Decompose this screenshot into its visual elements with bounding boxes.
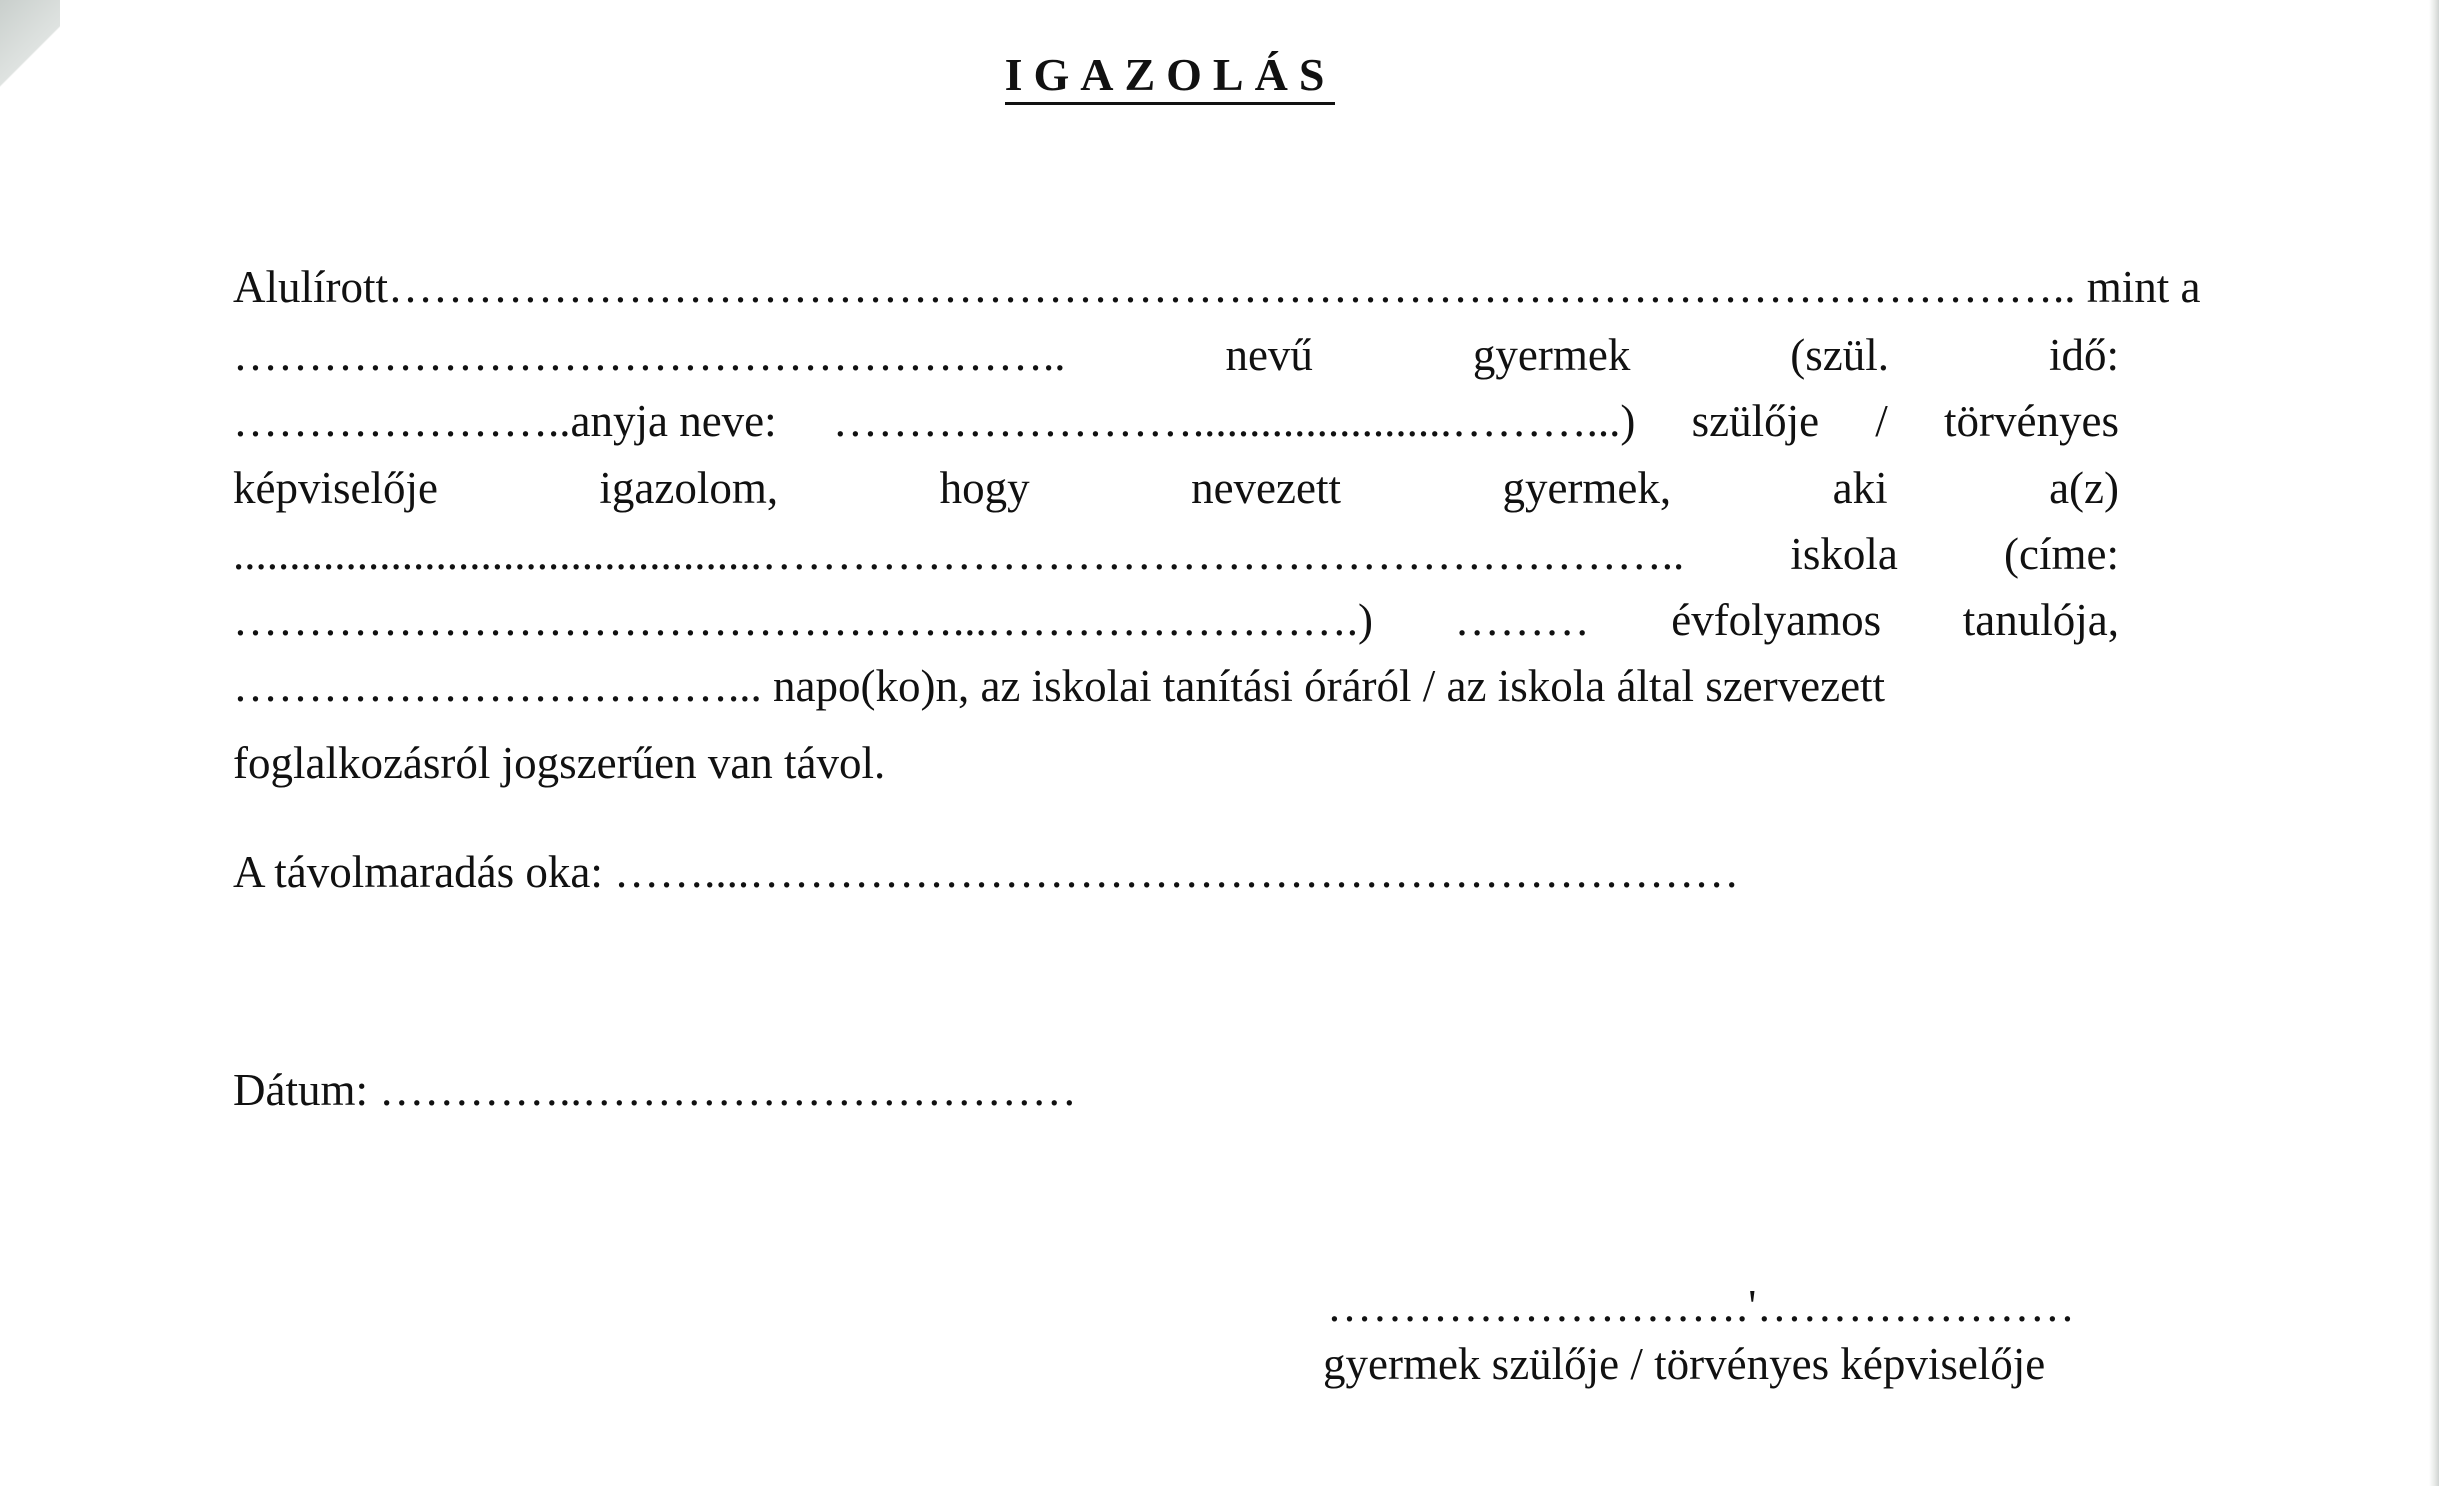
signature-label: gyermek szülője / törvényes képviselője xyxy=(1323,1339,2046,1389)
document-title xyxy=(0,48,2340,101)
text-segment: hogy xyxy=(939,463,1030,513)
text-segment: nevezett xyxy=(1191,463,1341,513)
text-segment: …………………..anyja neve: xyxy=(233,396,777,446)
absence-reason-text: A távolmaradás oka: ……....………………………………………………………… xyxy=(233,847,1740,897)
text-segment: tanulója, xyxy=(1962,595,2119,645)
text-segment: ……………………………... napo(ko)n, az iskolai tanítási óráról / az iskola által szervezett xyxy=(233,661,1886,711)
text-segment: (szül. xyxy=(1790,330,1890,380)
paragraph-line-1 xyxy=(233,262,2201,312)
document-title-text: IGAZOLÁS xyxy=(1005,49,1336,105)
text-segment: törvényes xyxy=(1944,396,2119,446)
paragraph-line-2 xyxy=(233,330,2119,380)
text-segment: nevű xyxy=(1225,330,1313,380)
text-segment: idő: xyxy=(2048,330,2119,380)
paragraph-line-4 xyxy=(233,463,2119,513)
paragraph-line-3 xyxy=(233,396,2119,446)
text-segment: ………………………………………………………………………………………………….. mint a xyxy=(388,262,2201,312)
text-segment: igazolom, xyxy=(599,463,779,513)
paragraph-line-8 xyxy=(233,738,2119,788)
text-segment: iskola xyxy=(1790,529,1898,579)
absence-reason-line xyxy=(233,847,2119,897)
text-segment: …………………………………………...…………………….) xyxy=(233,595,1373,645)
text-segment: képviselője xyxy=(233,463,438,513)
scan-right-edge xyxy=(2429,0,2439,1486)
paragraph-line-7 xyxy=(233,661,2119,711)
text-segment: Alulírott xyxy=(233,262,388,312)
text-segment: aki xyxy=(1832,463,1888,513)
text-segment: …………………….......................………...) xyxy=(832,396,1636,446)
text-segment: a(z) xyxy=(2049,463,2119,513)
text-segment: ...............................................…………………………………………………….. xyxy=(233,529,1685,579)
text-segment: ……………………………………………….. xyxy=(233,330,1066,380)
signature-line: ……………………….'………………… xyxy=(1327,1281,2076,1331)
paragraph-line-6 xyxy=(233,595,2119,645)
text-segment: foglalkozásról jogszerűen van távol. xyxy=(233,738,886,788)
text-segment: (címe: xyxy=(2004,529,2119,579)
paragraph-line-5 xyxy=(233,529,2119,579)
date-text: Dátum: …………..…………………………… xyxy=(233,1065,1077,1115)
text-segment: / xyxy=(1875,396,1888,446)
text-segment: gyermek xyxy=(1472,330,1631,380)
text-segment: szülője xyxy=(1691,396,1820,446)
text-segment: ……… xyxy=(1454,595,1590,645)
text-segment: évfolyamos xyxy=(1671,595,1882,645)
date-line xyxy=(233,1065,2119,1115)
text-segment: gyermek, xyxy=(1502,463,1672,513)
